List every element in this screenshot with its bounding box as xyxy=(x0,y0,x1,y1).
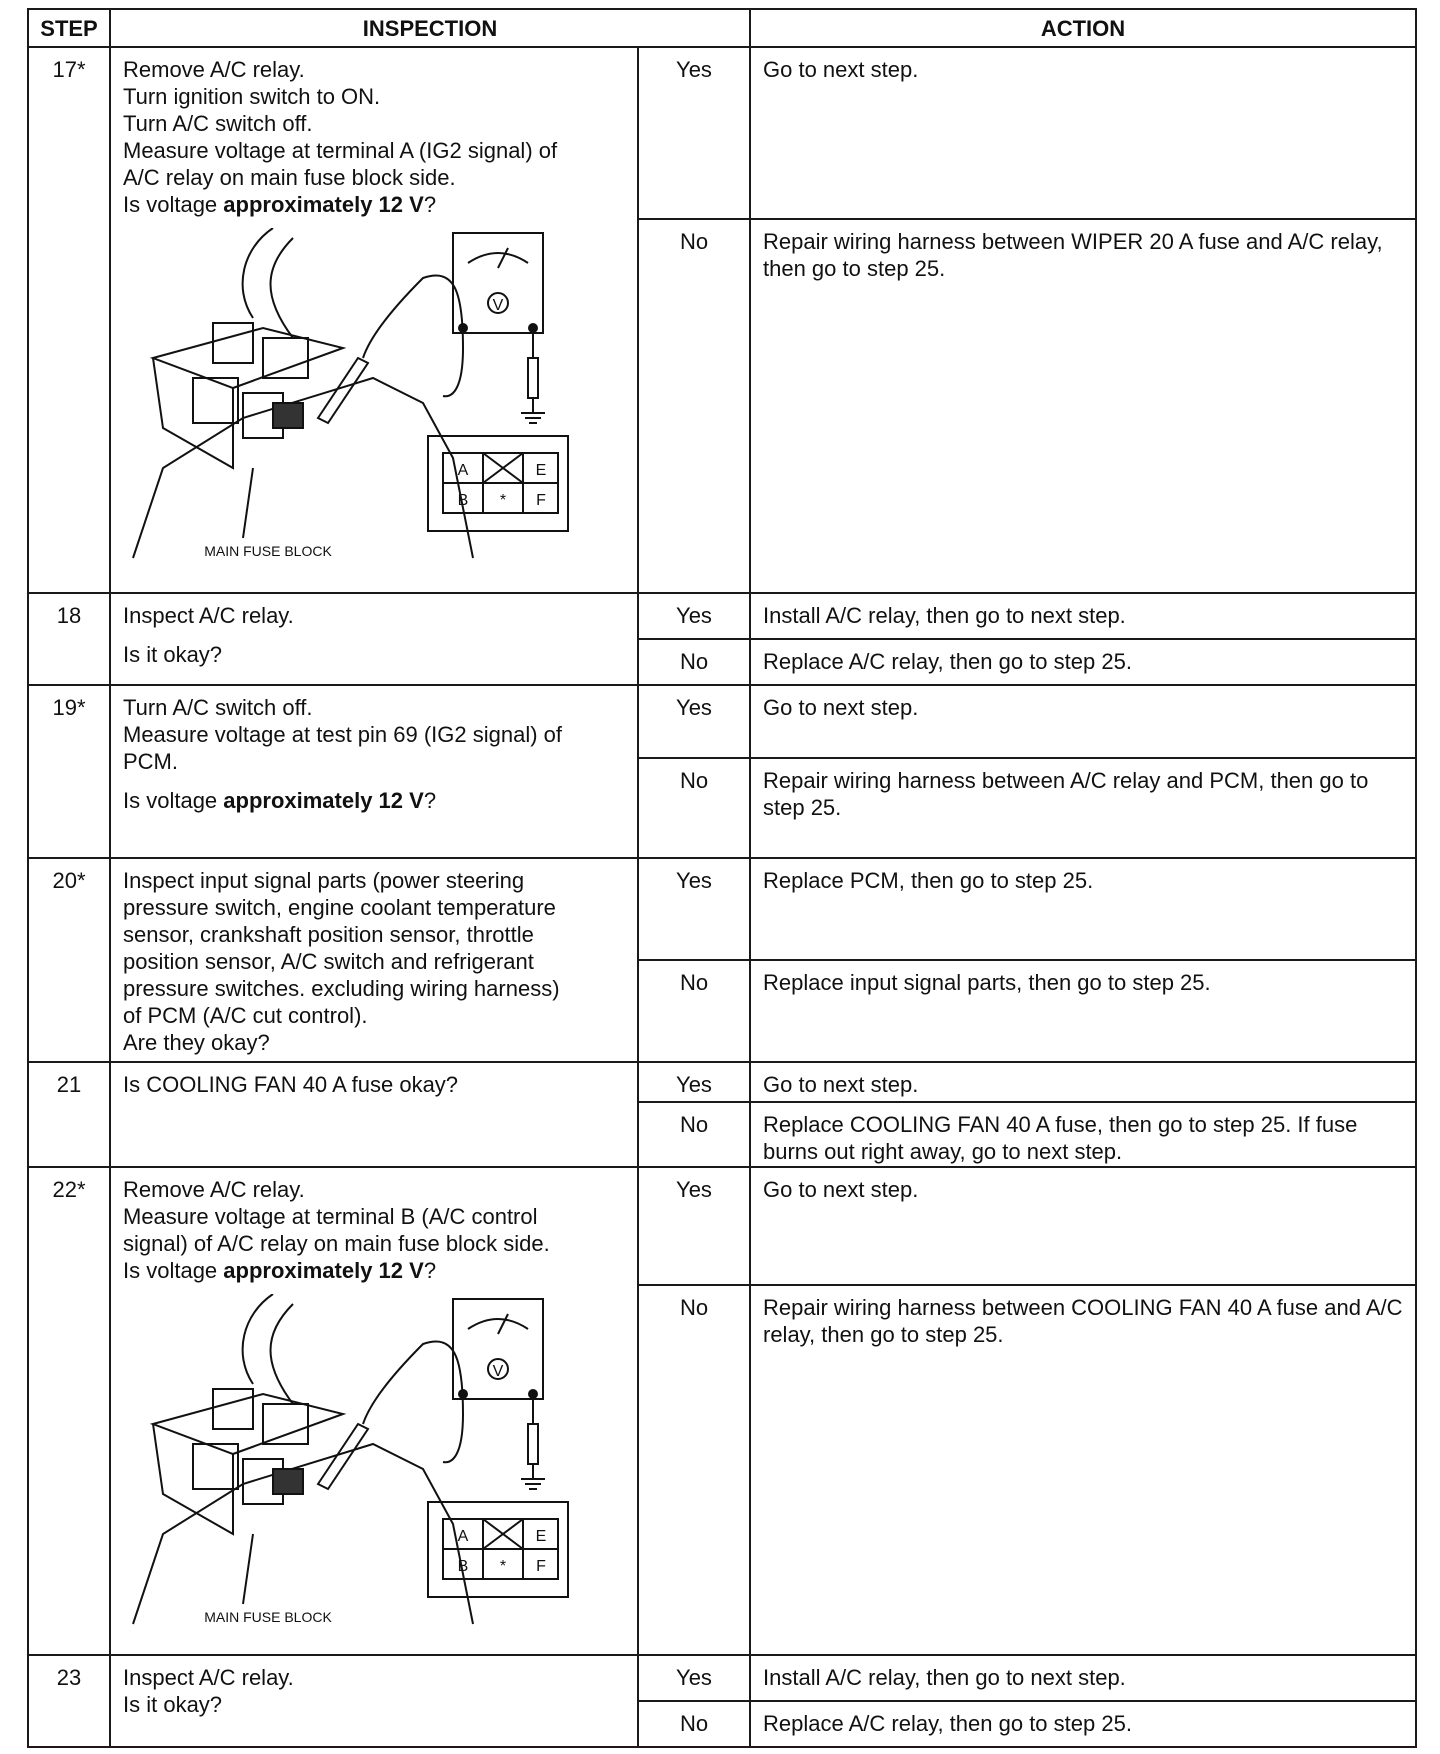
inspection-line: Inspect input signal parts (power steering xyxy=(123,868,525,893)
yes-cell: Yes xyxy=(638,1062,750,1102)
inspection-line: of PCM (A/C cut control). xyxy=(123,1003,368,1028)
action-cell: Replace COOLING FAN 40 A fuse, then go to step 25. If fuse burns out right away, go to next step. xyxy=(750,1102,1416,1167)
ac-relay-socket xyxy=(273,403,303,428)
engine-bay-outline xyxy=(271,238,294,338)
inspection-question: Is voltage approximately 12 V? xyxy=(123,192,437,217)
action-cell: Go to next step. xyxy=(750,47,1416,219)
engine-bay-outline xyxy=(271,1304,294,1404)
terminal-label: * xyxy=(499,1558,507,1575)
test-probe xyxy=(318,1424,368,1489)
action-cell: Repair wiring harness between COOLING FAN 40 A fuse and A/C relay, then go to step 25. xyxy=(750,1285,1416,1655)
action-cell: Replace A/C relay, then go to step 25. xyxy=(750,639,1416,685)
yes-cell: Yes xyxy=(638,858,750,960)
inspection-line: A/C relay on main fuse block side. xyxy=(123,165,456,190)
action-cell: Replace A/C relay, then go to step 25. xyxy=(750,1701,1416,1747)
terminal-label: F xyxy=(536,1558,546,1575)
inspection-cell xyxy=(110,47,638,593)
yes-cell: Yes xyxy=(638,685,750,758)
inspection-line: PCM. xyxy=(123,749,178,774)
relay-box xyxy=(193,1444,238,1489)
engine-bay-outline xyxy=(243,228,273,318)
step-number: 20* xyxy=(28,858,110,1062)
probe-lead xyxy=(363,276,463,397)
action-cell: Install A/C relay, then go to next step. xyxy=(750,593,1416,639)
action-cell: Repair wiring harness between WIPER 20 A fuse and A/C relay, then go to step 25. xyxy=(750,219,1416,593)
inspection-cell xyxy=(110,685,638,858)
voltage-measurement-diagram xyxy=(123,228,623,568)
inspection-cell xyxy=(110,1167,638,1655)
inspection-cell xyxy=(110,593,638,685)
header-row xyxy=(28,9,1416,47)
engine-bay-outline xyxy=(243,1294,273,1384)
step-header: STEP xyxy=(28,9,110,47)
voltmeter-needle xyxy=(498,248,508,268)
ac-relay-socket xyxy=(273,1469,303,1494)
yes-cell: Yes xyxy=(638,1167,750,1285)
action-cell: Go to next step. xyxy=(750,1167,1416,1285)
yes-cell: Yes xyxy=(638,1655,750,1701)
step-number: 19* xyxy=(28,685,110,858)
no-cell: No xyxy=(638,219,750,593)
yes-cell: Yes xyxy=(638,47,750,219)
no-cell: No xyxy=(638,1285,750,1655)
inspection-line: Inspect A/C relay. xyxy=(123,603,294,628)
inspection-line: Inspect A/C relay. xyxy=(123,1665,294,1690)
voltmeter-needle xyxy=(498,1314,508,1334)
inspection-line: Turn A/C switch off. xyxy=(123,111,313,136)
ground-probe xyxy=(528,1424,538,1464)
no-cell: No xyxy=(638,639,750,685)
voltmeter-scale xyxy=(468,253,528,263)
inspection-question: Are they okay? xyxy=(123,1030,270,1055)
relay-box xyxy=(263,1404,308,1444)
action-cell: Go to next step. xyxy=(750,1062,1416,1102)
step-number: 23 xyxy=(28,1655,110,1747)
figure-label: MAIN FUSE BLOCK xyxy=(204,543,332,559)
inspection-line: Turn A/C switch off. xyxy=(123,695,313,720)
table-row xyxy=(28,1062,1416,1102)
table-row xyxy=(28,858,1416,960)
table-row xyxy=(28,685,1416,758)
terminal-label: E xyxy=(535,462,547,479)
inspection-question: Is voltage approximately 12 V? xyxy=(123,788,437,813)
inspection-line: Remove A/C relay. xyxy=(123,57,305,82)
probe-lead xyxy=(363,1342,463,1463)
voltmeter-terminal xyxy=(459,1390,467,1398)
inspection-line: Measure voltage at terminal B (A/C control xyxy=(123,1204,538,1229)
voltmeter-symbol: V xyxy=(492,1363,504,1380)
action-cell: Repair wiring harness between A/C relay and PCM, then go to step 25. xyxy=(750,758,1416,858)
label-leader xyxy=(243,1534,253,1604)
relay-box xyxy=(263,338,308,378)
voltmeter-body xyxy=(453,233,543,333)
no-cell: No xyxy=(638,1102,750,1167)
figure-label: MAIN FUSE BLOCK xyxy=(204,1609,332,1625)
relay-box xyxy=(193,378,238,423)
label-leader xyxy=(243,468,253,538)
yes-cell: Yes xyxy=(638,593,750,639)
terminal-label: B xyxy=(457,492,469,509)
relay-box xyxy=(213,323,253,363)
table-row xyxy=(28,1167,1416,1285)
inspection-header: INSPECTION xyxy=(110,9,750,47)
table-row xyxy=(28,47,1416,219)
test-probe xyxy=(318,358,368,423)
terminal-label: A xyxy=(457,1528,469,1545)
step-number: 22* xyxy=(28,1167,110,1655)
no-cell: No xyxy=(638,960,750,1062)
no-cell: No xyxy=(638,758,750,858)
action-cell: Replace input signal parts, then go to step 25. xyxy=(750,960,1416,1062)
inspection-question: Is it okay? xyxy=(123,1692,223,1717)
action-cell: Install A/C relay, then go to next step. xyxy=(750,1655,1416,1701)
inspection-line: pressure switches. excluding wiring harness) xyxy=(123,976,560,1001)
inspection-line: position sensor, A/C switch and refrigerant xyxy=(123,949,534,974)
spacer xyxy=(123,629,625,641)
inspection-line: pressure switch, engine coolant temperature xyxy=(123,895,556,920)
voltmeter-scale xyxy=(468,1319,528,1329)
inspection-cell xyxy=(110,1062,638,1167)
table-row xyxy=(28,593,1416,639)
action-cell: Replace PCM, then go to step 25. xyxy=(750,858,1416,960)
table-row xyxy=(28,1655,1416,1701)
inspection-line: Remove A/C relay. xyxy=(123,1177,305,1202)
spacer xyxy=(123,775,625,787)
fuse-block-outline xyxy=(153,328,343,388)
inspection-line: Measure voltage at test pin 69 (IG2 signal) of xyxy=(123,722,563,747)
ground-probe xyxy=(528,358,538,398)
no-cell: No xyxy=(638,1701,750,1747)
inspection-cell xyxy=(110,1655,638,1747)
terminal-label: B xyxy=(457,1558,469,1575)
action-cell: Go to next step. xyxy=(750,685,1416,758)
terminal-label: A xyxy=(457,462,469,479)
inspection-cell xyxy=(110,858,638,1062)
inspection-question: Is it okay? xyxy=(123,642,223,667)
procedure-table xyxy=(27,8,1417,1748)
terminal-label: F xyxy=(536,492,546,509)
inspection-line: signal) of A/C relay on main fuse block side. xyxy=(123,1231,550,1256)
inspection-line: Turn ignition switch to ON. xyxy=(123,84,381,109)
step-number: 18 xyxy=(28,593,110,685)
voltmeter-symbol: V xyxy=(492,297,504,314)
relay-box xyxy=(213,1389,253,1429)
inspection-question: Is COOLING FAN 40 A fuse okay? xyxy=(123,1072,459,1097)
voltmeter-terminal xyxy=(459,324,467,332)
inspection-line: sensor, crankshaft position sensor, throttle xyxy=(123,922,534,947)
voltage-measurement-diagram xyxy=(123,1294,623,1634)
voltmeter-body xyxy=(453,1299,543,1399)
step-number: 21 xyxy=(28,1062,110,1167)
terminal-label: E xyxy=(535,1528,547,1545)
terminal-label: * xyxy=(499,492,507,509)
action-header: ACTION xyxy=(750,9,1416,47)
step-number: 17* xyxy=(28,47,110,593)
inspection-question: Is voltage approximately 12 V? xyxy=(123,1258,437,1283)
fuse-block-outline xyxy=(153,1394,343,1454)
inspection-line: Measure voltage at terminal A (IG2 signal) of xyxy=(123,138,558,163)
